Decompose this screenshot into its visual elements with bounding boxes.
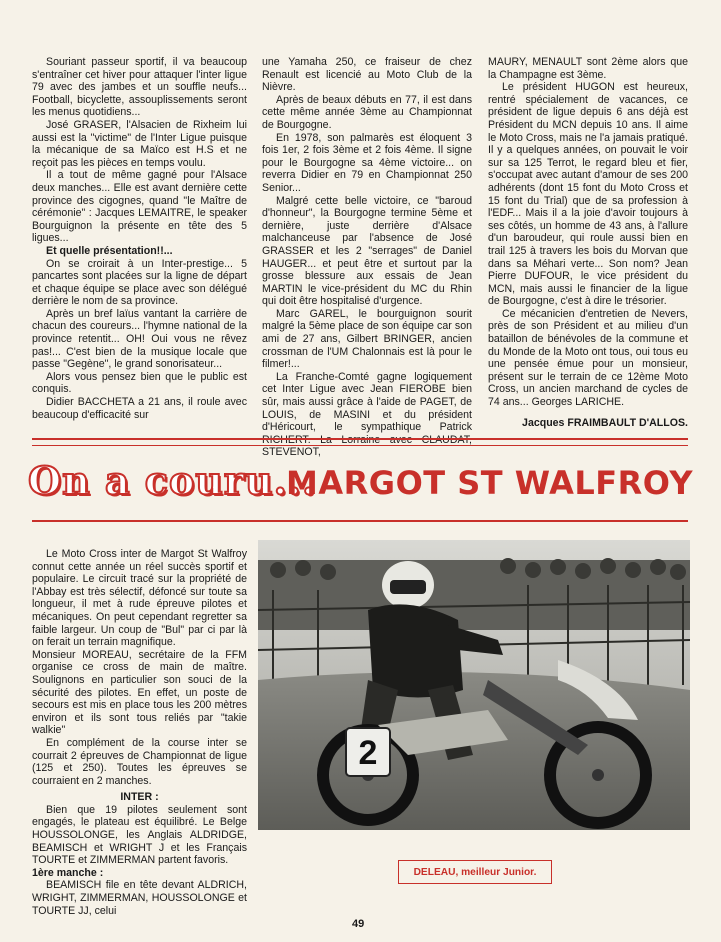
paragraph: Après de beaux débuts en 77, il est dans cette même année 3ème au Championnat de Bourgogne. [262, 93, 472, 131]
paragraph: Il a tout de même gagné pour l'Alsace deux manches... Elle est avant dernière cette province des cigognes, quand "le Maître de cérémonie" : Jacques LEMAITRE, le speaker Bourguignon la présente en tête des 5 ligues... [32, 169, 247, 245]
paragraph: Marc GAREL, le bourguignon sourit malgré la 5ème place de son équipe car son ami de 27 ans, Gilbert BRINGER, ancien crossman de l'UM Chalonnais est là pour le filmer!... [262, 307, 472, 371]
paragraph: Souriant passeur sportif, il va beaucoup s'entraîner cet hiver pour attaquer l'inter ligue 79 avec des jambes et un souffle neufs... Football, bicyclette, assouplissements seront les menus quotidiens... [32, 56, 247, 119]
paragraph: Et quelle présentation!!... [46, 244, 173, 257]
section-rule-bottom [32, 520, 688, 524]
paragraph: MAURY, MENAULT sont 2ème alors que la Champagne est 3ème. [488, 56, 688, 81]
section-script-title: On a couru... [28, 458, 317, 503]
paragraph: Alors vous pensez bien que le public est conquis. [32, 370, 247, 396]
section-header [28, 454, 693, 510]
paragraph: On se croirait à un Inter-prestige... 5 pancartes sont placées sur la ligne de départ et chaque équipe se place avec son délégué derrière le nom de sa province. [32, 257, 247, 308]
article-column-top-2 [262, 56, 472, 459]
paragraph: Après un bref laïus vantant la carrière de chacun des coureurs... l'hymne national de la province retentit... OH! Oui vous ne rêvez pas!... C'est bien de la musique locale que passe "Gegène", le grand sonorisateur... [32, 307, 247, 371]
race-photo [258, 540, 690, 830]
paragraph: Didier BACCHETA a 21 ans, il roule avec beaucoup d'efficacité sur [32, 396, 247, 421]
page-number: 49 [352, 918, 365, 930]
paragraph: Ce mécanicien d'entretien de Nevers, près de son Président et au milieu d'un bataillon de bénévoles de la commune et du Monde de la Moto ont tous, oui tous eu une pensée émue pour un monsieur, présent sur le terrain de ce 12ème Moto Cross, un ancien marchand de cycles de 74 ans... Georges LARICHE. [488, 307, 688, 409]
motocross-rider-illustration [258, 540, 690, 830]
article-column-top-1 [32, 56, 247, 421]
article-column-top-3 [488, 56, 688, 429]
paragraph: Malgré cette belle victoire, ce "baroud d'honneur", la Bourgogne termine 5ème et dernière, juste derrière d'Alsace malchanceuse par l'absence de José GRASSER et les 2 "serrages" de Daniel HAUGER... et peut être et surtout par la grosse blessure aux essais de Jean MARTIN le vice-président du MC du Rhin qui doit être hospitalisé d'urgence. [262, 194, 472, 308]
paragraph: En complément de la course inter se courrait 2 épreuves de Championnat de ligue (125 et 250). Toutes les épreuves se courraient en 2 manches. [32, 736, 247, 787]
paragraph: La Franche-Comté gagne logiquement cet Inter Ligue avec Jean FIEROBE bien sûr, mais aussi grâce à l'aide de PAGET, de LOUIS, de MASINI et du président d'Héricourt, le sympathique Patrick RICHERT. La Lorraine avec CLAUDAT, STEVENOT, [262, 370, 472, 459]
subheading: INTER : [120, 791, 159, 804]
section-place-title: MARGOT ST WALFROY [286, 464, 693, 502]
paragraph: En 1978, son palmarès est éloquent 3 fois 1er, 2 fois 3ème et 2 fois 4ème. Il signe pour le Bourgogne sa 4ème victoire... on reverra Didier en 79 en Championnat 250 Senior... [262, 131, 472, 194]
rider-number: 2 [358, 734, 378, 772]
section-rule-top [32, 438, 688, 446]
paragraph: Le Moto Cross inter de Margot St Walfroy connut cette année un réel succès sportif et populaire. Le circuit tracé sur la propriété de l'Abbay est très sélectif, défoncé sur toute sa longueur, il met à rude épreuve pilotes et mécaniques. On peut cependant regretter sa faible largeur. Un coup de "Bul" par ci par là on ferait un terrain magnifique. [32, 548, 247, 649]
paragraph: 1ère manche : [32, 866, 104, 879]
paragraph: Bien que 19 pilotes seulement sont engagés, le plateau est équilibré. Le Belge HOUSSOLONGE, les Anglais ALDRIDGE, BEAMISCH et WRIGHT J et les Français TOURTE et ZIMMERMAN partent favoris. [32, 803, 247, 867]
author-signature: Jacques FRAIMBAULT D'ALLOS. [522, 416, 688, 429]
paragraph: Le président HUGON est heureux, rentré spécialement de vacances, ce président de ligue depuis 6 ans déjà est Président du MCN depuis 10 ans. Il aime le Moto Cross, mais ne l'a jamais pratiqué. Il y a quelques années, on pouvait le voir sur sa 125 Terrot, le regard bleu et fier, s'occupat avec autant d'amour de ses 200 adhérents (dont 15 font du Moto Cross et 15 font du Trial) que de sa profession à l'EDF... Mais il a la joie d'avoir toujours à ses côtés, un homme de 43 ans, à l'allure d'un baroudeur, qui roule aussi bien en trail 125 à travers les bois du Morvan que dans sa Méhari verte... Son nom? Jean Pierre DUFOUR, le vice président du MCN, mais aussi le financier de la ligue de Bourgogne, c'est à dire le trésorier. [488, 81, 688, 308]
paragraph: Monsieur MOREAU, secrétaire de la FFM organise ce cross de main de maître. Soulignons en particulier son souci de la sécurité des pilotes. En effet, un poste de secours est mis en place tous les 200 mètres environ et ils sont tous reliés par "takie walkie" [32, 648, 247, 737]
paragraph: une Yamaha 250, ce fraiseur de chez Renault est licencié au Moto Club de la Nièvre. [262, 56, 472, 94]
paragraph: BEAMISCH file en tête devant ALDRICH, WRIGHT, ZIMMERMAN, HOUSSOLONGE et TOURTE JJ, celui [32, 879, 247, 917]
article-column-bottom [32, 548, 247, 917]
photo-caption: DELEAU, meilleur Junior. [398, 860, 552, 884]
paragraph: José GRASER, l'Alsacien de Rixheim lui aussi est la "victime" de l'Inter Ligue puisque la mécanique de sa Maïco est H.S et ne reçoit pas les pièces en temps voulu. [32, 118, 247, 169]
